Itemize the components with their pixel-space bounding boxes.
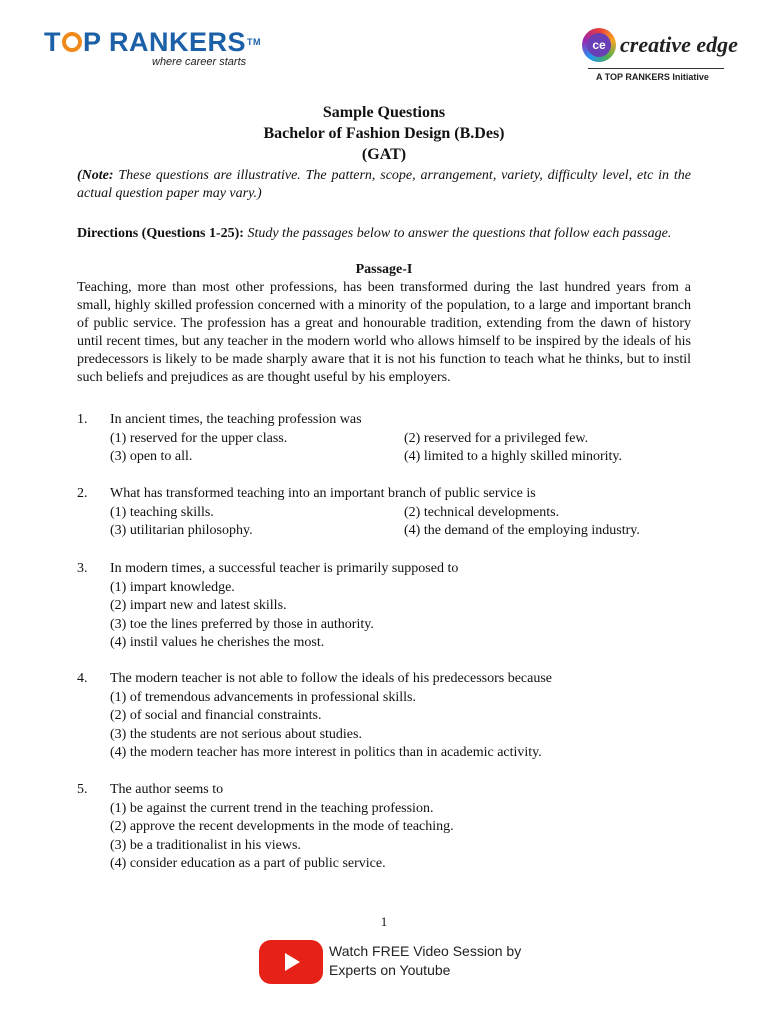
creative-edge-divider bbox=[588, 68, 724, 69]
answer-option: (4) limited to a highly skilled minority. bbox=[404, 449, 623, 464]
note-label: (Note: bbox=[77, 168, 114, 183]
logo-text-rest: P RANKERS bbox=[83, 27, 247, 57]
passage-text: Teaching, more than most other professions, has been transformed during the last hundred years from a small, highly skilled profession concerned with a minority of the population, to a large and important branch of public service. The profession has a great and honourable tradition, extending from the dawn of history until recent times, but any teacher in the modern world who allows himself to be inspired by the ideals of his predecessors is likely to be made sharply aware that it is not his function to teach what he thinks, but to instil such beliefs and prejudices as are thought useful by his employers. bbox=[77, 280, 691, 385]
directions-paragraph bbox=[77, 225, 691, 243]
answer-option: (1) teaching skills. bbox=[110, 504, 214, 520]
note-text: These questions are illustrative. The pattern, scope, arrangement, variety, difficulty level, etc in the actual question paper may vary.) bbox=[77, 168, 691, 201]
top-rankers-logo bbox=[44, 28, 284, 72]
answer-option: (3) the students are not serious about studies. bbox=[110, 726, 362, 742]
answer-option: (4) instil values he cherishes the most. bbox=[110, 635, 325, 650]
trademark-mark: TM bbox=[247, 37, 262, 47]
answer-option: (4) consider education as a part of public service. bbox=[110, 856, 386, 871]
answer-option: (2) approve the recent developments in the mode of teaching. bbox=[110, 819, 454, 834]
answer-option: (1) reserved for the upper class. bbox=[110, 430, 288, 446]
question-stem: What has transformed teaching into an important branch of public service is bbox=[110, 486, 536, 501]
question-item bbox=[77, 670, 691, 763]
answer-option: (3) utilitarian philosophy. bbox=[110, 523, 253, 538]
question-stem: The modern teacher is not able to follow the ideals of his predecessors because bbox=[110, 671, 553, 686]
answer-option: (1) of tremendous advancements in professional skills. bbox=[110, 689, 416, 705]
creative-edge-initiative: A TOP RANKERS Initiative bbox=[596, 72, 709, 82]
creative-edge-logo bbox=[582, 28, 738, 84]
creative-edge-icon bbox=[582, 28, 616, 62]
play-triangle-icon bbox=[285, 953, 300, 971]
question-number: 3. bbox=[77, 561, 88, 576]
answer-option: (3) open to all. bbox=[110, 449, 193, 464]
youtube-play-icon[interactable] bbox=[259, 940, 323, 984]
answer-option: (4) the modern teacher has more interest in politics than in academic activity. bbox=[110, 745, 542, 760]
top-rankers-wordmark bbox=[44, 28, 284, 56]
creative-edge-icon-text: ce bbox=[587, 33, 611, 57]
answer-option: (2) impart new and latest skills. bbox=[110, 598, 287, 613]
doc-subtitle: Bachelor of Fashion Design (B.Des) bbox=[263, 125, 505, 142]
answer-option: (1) be against the current trend in the teaching profession. bbox=[110, 800, 434, 816]
note-paragraph bbox=[77, 167, 691, 203]
directions-text: Study the passages below to answer the questions that follow each passage. bbox=[243, 226, 672, 241]
answer-option: (2) technical developments. bbox=[404, 504, 560, 520]
question-number: 2. bbox=[77, 486, 88, 501]
logo-o-ring-icon bbox=[62, 32, 82, 52]
question-item bbox=[77, 781, 691, 874]
answer-option: (3) toe the lines preferred by those in authority. bbox=[110, 616, 374, 632]
answer-option: (2) reserved for a privileged few. bbox=[404, 430, 589, 446]
question-stem: In modern times, a successful teacher is primarily supposed to bbox=[110, 561, 459, 576]
youtube-cta-line1: Watch FREE Video Session by bbox=[329, 943, 522, 959]
answer-option: (3) be a traditionalist in his views. bbox=[110, 837, 301, 853]
youtube-cta-text[interactable] bbox=[329, 942, 521, 980]
passage-title: Passage-I bbox=[355, 262, 413, 277]
question-number: 1. bbox=[77, 412, 88, 427]
doc-title: Sample Questions bbox=[322, 104, 446, 121]
youtube-cta-line2: Experts on Youtube bbox=[329, 962, 451, 978]
page-number: 1 bbox=[380, 914, 388, 929]
answer-option: (1) impart knowledge. bbox=[110, 579, 235, 595]
logo-text-t: T bbox=[44, 27, 61, 57]
question-stem: The author seems to bbox=[110, 782, 224, 797]
answer-option: (2) of social and financial constraints. bbox=[110, 708, 322, 723]
youtube-banner[interactable] bbox=[259, 938, 522, 986]
question-item bbox=[77, 560, 691, 653]
doc-exam-code: (GAT) bbox=[361, 146, 407, 163]
directions-label: Directions (Questions 1-25): bbox=[77, 226, 244, 241]
answer-option: (4) the demand of the employing industry. bbox=[404, 523, 640, 538]
question-stem: In ancient times, the teaching profession was bbox=[110, 412, 362, 427]
question-number: 4. bbox=[77, 671, 88, 686]
creative-edge-name: creative edge bbox=[620, 32, 738, 57]
question-number: 5. bbox=[77, 782, 88, 797]
top-rankers-tagline: where career starts bbox=[152, 56, 247, 68]
